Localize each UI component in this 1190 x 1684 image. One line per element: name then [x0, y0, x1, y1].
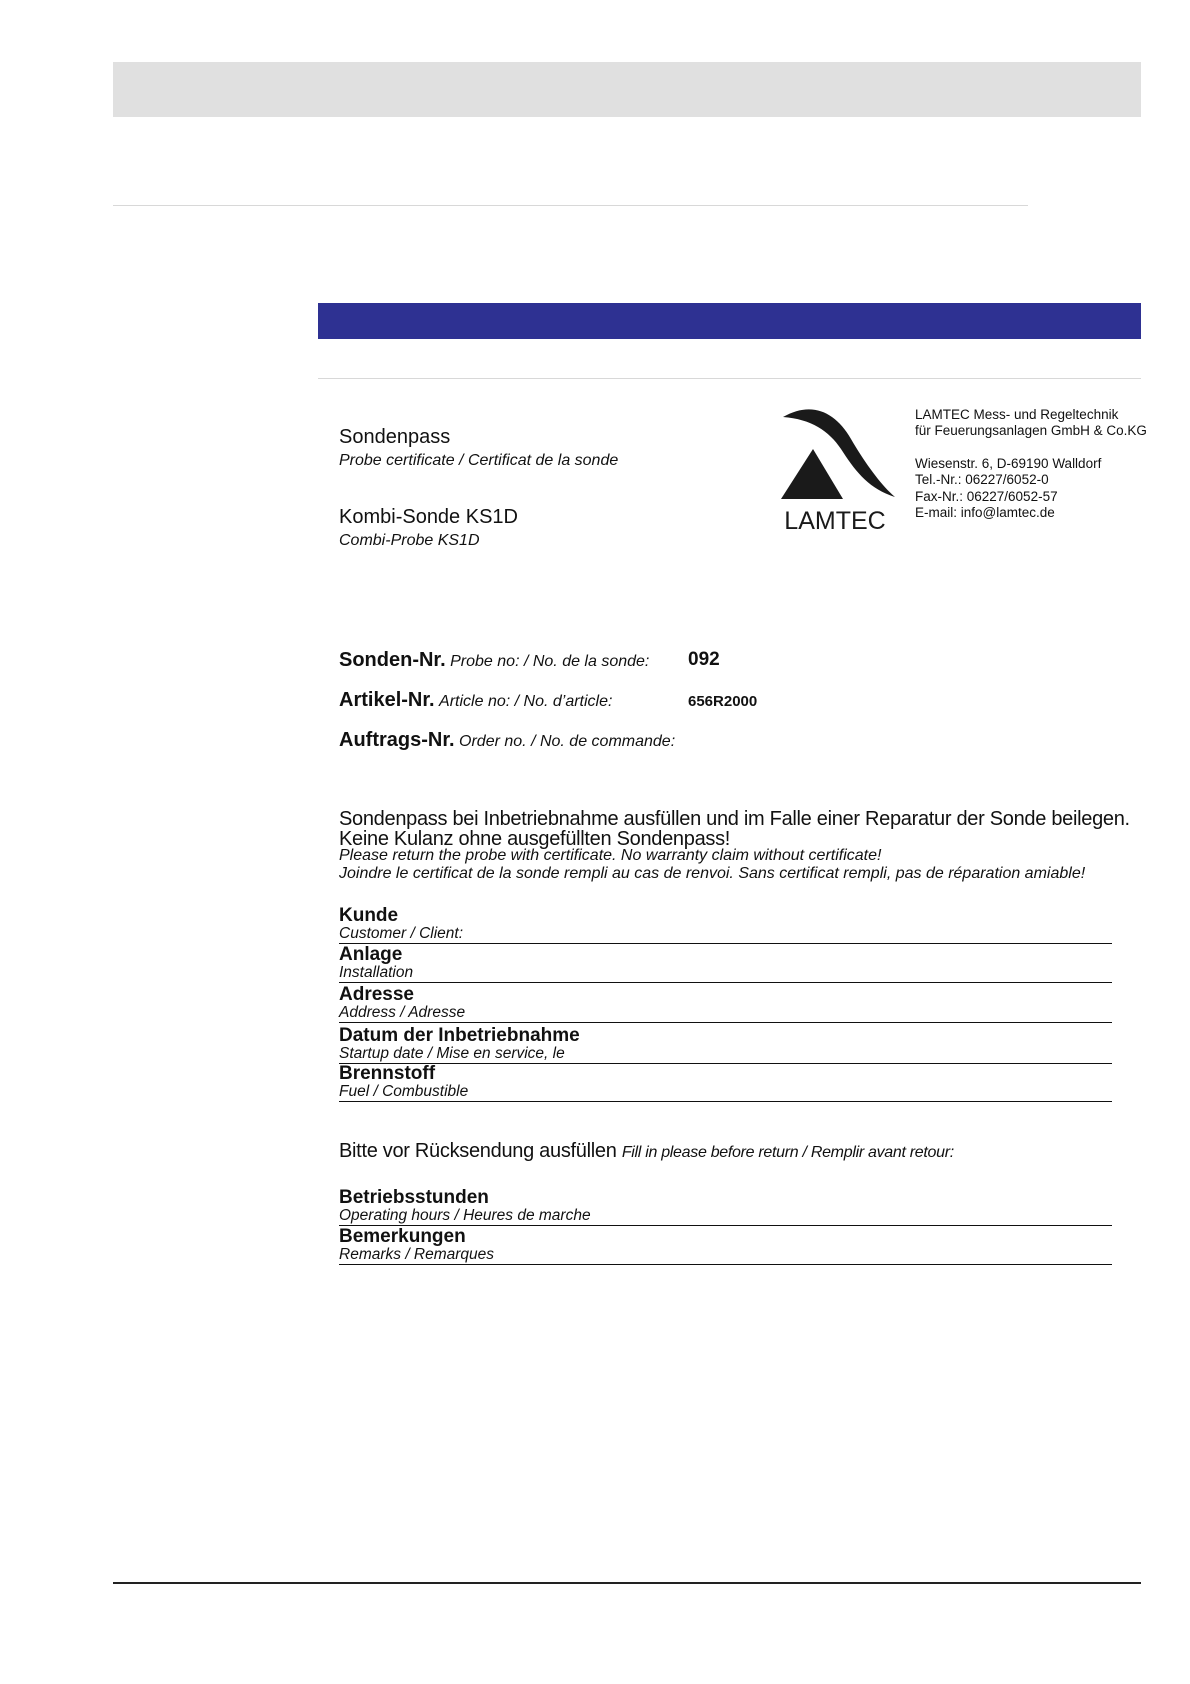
lamtec-logo: [773, 405, 897, 533]
operating-hours-field[interactable]: [339, 1188, 1112, 1226]
notice-line-1: Sondenpass bei Inbetriebnahme ausfüllen und im Falle einer Reparatur der Sonde beilegen.: [339, 808, 1130, 830]
probe-number-row: [339, 649, 649, 672]
return-section-title: [339, 1140, 954, 1163]
installation-sub: Installation: [339, 964, 414, 981]
customer-sub: Customer / Client:: [339, 925, 464, 942]
startup-date-sub: Startup date / Mise en service, le: [339, 1045, 565, 1062]
remarks-field[interactable]: [339, 1227, 1112, 1265]
probe-number-label: Sonden-Nr.: [339, 649, 446, 671]
section-blue-band: [318, 303, 1141, 339]
customer-label: Kunde: [339, 905, 399, 926]
company-email: E-mail: info@lamtec.de: [915, 505, 1055, 520]
company-name-line2: für Feuerungsanlagen GmbH & Co.KG: [915, 423, 1147, 438]
remarks-label: Bemerkungen: [339, 1226, 466, 1247]
logo-text: LAMTEC: [784, 507, 886, 533]
installation-label: Anlage: [339, 944, 403, 965]
certificate-title: Sondenpass: [339, 426, 451, 448]
article-number-row: [339, 689, 612, 712]
section-divider: [318, 378, 1141, 379]
notice-line-3: Please return the probe with certificate. No warranty claim without certificate!: [339, 847, 882, 864]
product-subtitle: Combi-Probe KS1D: [339, 532, 480, 549]
company-fax: Fax-Nr.: 06227/6052-57: [915, 489, 1058, 504]
fuel-label: Brennstoff: [339, 1063, 436, 1084]
return-subtitle: Fill in please before return / Remplir avant retour:: [621, 1144, 954, 1161]
startup-date-label: Datum der Inbetriebnahme: [339, 1025, 580, 1046]
notice-line-2: Keine Kulanz ohne ausgefüllten Sondenpass!: [339, 828, 731, 850]
company-street: Wiesenstr. 6, D-69190 Walldorf: [915, 456, 1102, 471]
article-number-label: Artikel-Nr.: [339, 689, 435, 711]
installation-field[interactable]: [339, 945, 1112, 983]
company-phone: Tel.-Nr.: 06227/6052-0: [915, 472, 1049, 487]
fuel-field[interactable]: [339, 1064, 1112, 1102]
order-number-sub: Order no. / No. de commande:: [459, 733, 676, 750]
address-field[interactable]: [339, 985, 1112, 1023]
customer-field[interactable]: [339, 906, 1112, 944]
address-label: Adresse: [339, 984, 414, 1005]
footer-rule: [113, 1582, 1141, 1584]
startup-date-field[interactable]: [339, 1026, 1112, 1064]
operating-hours-sub: Operating hours / Heures de marche: [339, 1207, 591, 1224]
certificate-subtitle: Probe certificate / Certificat de la sonde: [339, 452, 619, 469]
article-number-sub: Article no: / No. d’article:: [439, 693, 613, 710]
header-gray-band: [113, 62, 1141, 117]
probe-number-sub: Probe no: / No. de la sonde:: [450, 653, 650, 670]
company-name: LAMTEC Mess- und Regeltechnik: [915, 407, 1119, 422]
order-number-label: Auftrags-Nr.: [339, 729, 455, 751]
probe-number-value: 092: [688, 649, 720, 670]
fuel-sub: Fuel / Combustible: [339, 1083, 469, 1100]
address-sub: Address / Adresse: [339, 1004, 466, 1021]
remarks-sub: Remarks / Remarques: [339, 1246, 495, 1263]
notice-line-4: Joindre le certificat de la sonde rempli au cas de renvoi. Sans certificat rempli, pas de réparation amiable!: [339, 865, 1086, 882]
return-title: Bitte vor Rücksendung ausfüllen: [339, 1140, 617, 1162]
operating-hours-label: Betriebsstunden: [339, 1187, 489, 1208]
order-number-row: [339, 729, 675, 752]
product-name: Kombi-Sonde KS1D: [339, 506, 518, 528]
article-number-value: 656R2000: [688, 693, 758, 710]
header-divider: [113, 205, 1028, 206]
